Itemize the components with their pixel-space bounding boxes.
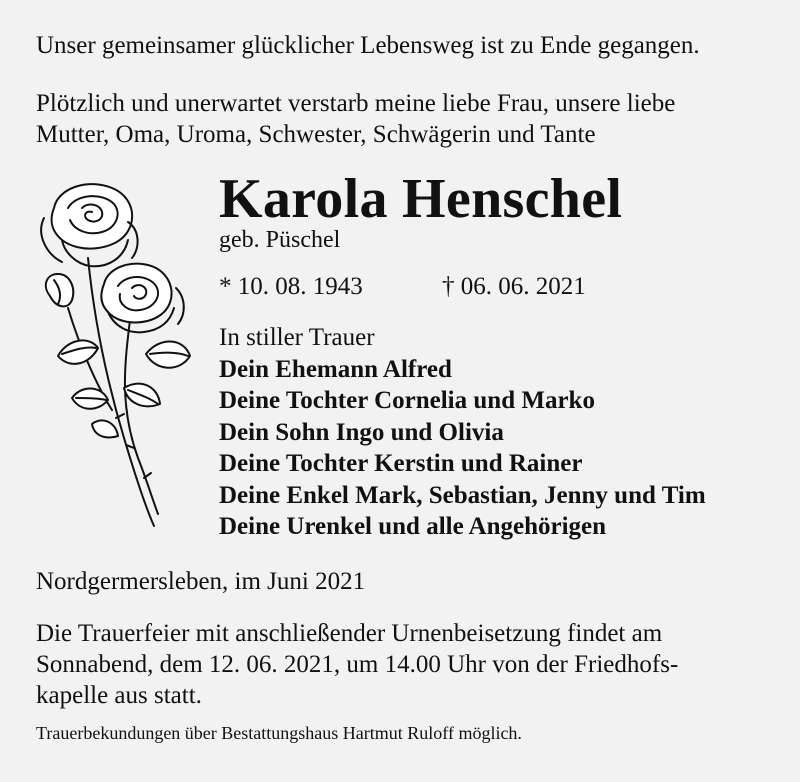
death-announcement xyxy=(36,88,768,150)
ceremony-line-3: kapelle aus statt. xyxy=(36,682,202,709)
mourner-line: Deine Urenkel und alle Angehörigen xyxy=(219,513,607,540)
life-dates xyxy=(219,272,586,302)
mourner-line: Dein Sohn Ingo und Olivia xyxy=(219,418,504,446)
birth-name: geb. Püschel xyxy=(219,227,341,253)
mourners-block xyxy=(219,322,706,543)
birth-date: * 10. 08. 1943 xyxy=(219,273,363,300)
death-announcement-line-1: Plötzlich und unerwartet verstarb meine liebe Frau, unsere liebe xyxy=(36,90,676,117)
mourning-lead: In stiller Trauer xyxy=(219,324,375,351)
ceremony-line-1: Die Trauerfeier mit anschließender Urnenbeisetzung findet am xyxy=(36,620,663,647)
mourner-line: Deine Tochter Kerstin und Rainer xyxy=(219,450,583,477)
place-date: Nordgermersleben, im Juni 2021 xyxy=(36,568,366,595)
ceremony-line-2: Sonnabend, dem 12. 06. 2021, um 14.00 Uhr von der Friedhofs- xyxy=(36,651,679,678)
condolences-note: Trauerbekundungen über Bestattungshaus Hartmut Ruloff möglich. xyxy=(36,723,522,743)
mourner-line: Deine Tochter Cornelia und Marko xyxy=(219,387,595,414)
mourner-line: Dein Ehemann Alfred xyxy=(219,355,452,383)
ceremony-info xyxy=(36,618,766,711)
intro-line: Unser gemeinsamer glücklicher Lebensweg ist zu Ende gegangen. xyxy=(36,32,700,59)
mourner-line: Deine Enkel Mark, Sebastian, Jenny und Tim xyxy=(219,481,706,509)
deceased-name: Karola Henschel xyxy=(219,168,623,230)
death-announcement-line-2: Mutter, Oma, Uroma, Schwester, Schwägerin und Tante xyxy=(36,121,596,148)
death-date: † 06. 06. 2021 xyxy=(442,273,586,300)
rose-icon xyxy=(28,178,198,530)
